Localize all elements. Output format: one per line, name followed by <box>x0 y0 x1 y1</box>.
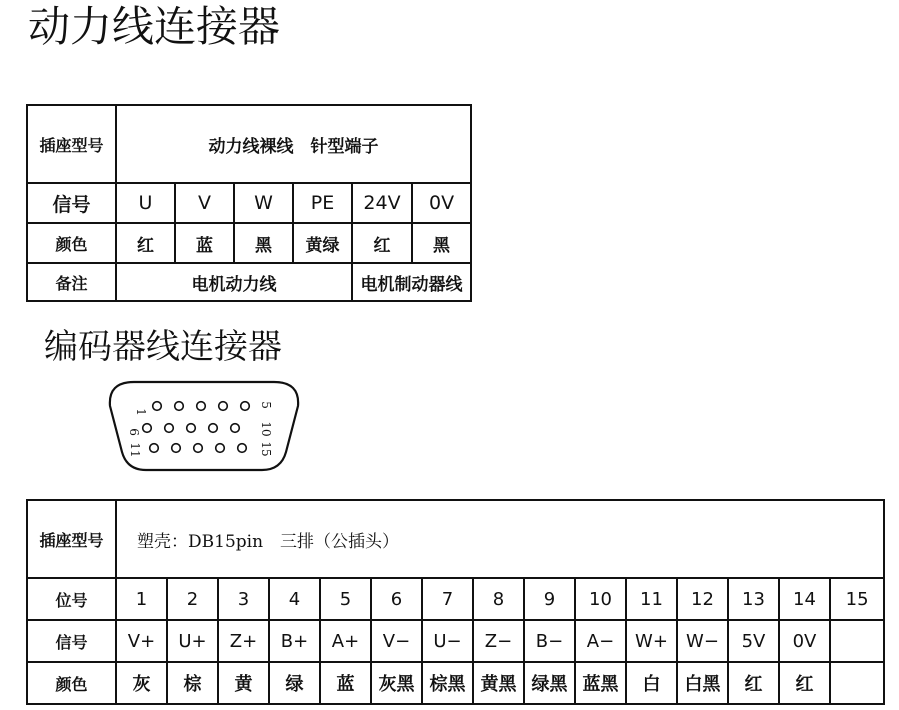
color-cell: 红 <box>779 662 830 704</box>
signal-cell: Z− <box>473 620 524 662</box>
table-row <box>27 620 884 662</box>
color-cell: 红 <box>116 223 175 263</box>
color-cell: 白 <box>626 662 677 704</box>
position-cell: 13 <box>728 578 779 620</box>
color-cell: 红 <box>352 223 412 263</box>
power-connector-table <box>26 104 472 302</box>
pin-5 <box>241 402 250 411</box>
table-row <box>27 662 884 704</box>
signal-cell <box>830 620 884 662</box>
encoder-connector-table <box>26 499 885 705</box>
signal-cell: W <box>234 183 293 223</box>
signal-cell: PE <box>293 183 352 223</box>
pin-7 <box>165 424 174 433</box>
pin-12 <box>172 444 181 453</box>
signal-cell: 5V <box>728 620 779 662</box>
table-row <box>27 500 884 578</box>
color-cell <box>830 662 884 704</box>
position-cell: 8 <box>473 578 524 620</box>
color-cell: 红 <box>728 662 779 704</box>
position-cell: 9 <box>524 578 575 620</box>
pin-label-11: 11 <box>128 442 142 458</box>
signal-cell: A− <box>575 620 626 662</box>
color-cell: 黄 <box>218 662 269 704</box>
signal-cell: B+ <box>269 620 320 662</box>
signal-cell: 0V <box>412 183 471 223</box>
color-cell: 棕 <box>167 662 218 704</box>
color-cell: 棕黑 <box>422 662 473 704</box>
model-value: 塑壳：DB15pin 三排（公插头） <box>116 500 884 578</box>
pin-10 <box>231 424 240 433</box>
position-cell: 1 <box>116 578 167 620</box>
color-cell: 黄黑 <box>473 662 524 704</box>
signal-cell: A+ <box>320 620 371 662</box>
color-cell: 绿 <box>269 662 320 704</box>
position-cell: 7 <box>422 578 473 620</box>
position-cell: 5 <box>320 578 371 620</box>
table-row <box>27 263 471 301</box>
pin-label-1: 1 <box>134 408 148 416</box>
color-label: 颜色 <box>27 662 116 704</box>
position-cell: 6 <box>371 578 422 620</box>
color-label: 颜色 <box>27 223 116 263</box>
color-cell: 蓝 <box>175 223 234 263</box>
position-cell: 12 <box>677 578 728 620</box>
signal-cell: 24V <box>352 183 412 223</box>
pin-label-10: 10 <box>259 421 273 437</box>
encoder-connector-title: 编码器线连接器 <box>44 327 282 367</box>
signal-cell: V <box>175 183 234 223</box>
signal-cell: U− <box>422 620 473 662</box>
position-cell: 10 <box>575 578 626 620</box>
color-cell: 蓝 <box>320 662 371 704</box>
signal-label: 信号 <box>27 620 116 662</box>
signal-cell: V+ <box>116 620 167 662</box>
pin-3 <box>197 402 206 411</box>
table-row <box>27 105 471 183</box>
color-cell: 黄绿 <box>293 223 352 263</box>
position-cell: 4 <box>269 578 320 620</box>
color-cell: 灰 <box>116 662 167 704</box>
pin-label-5: 5 <box>259 401 273 409</box>
signal-label: 信号 <box>27 183 116 223</box>
table-row <box>27 183 471 223</box>
signal-cell: U+ <box>167 620 218 662</box>
color-cell: 蓝黑 <box>575 662 626 704</box>
pin-14 <box>216 444 225 453</box>
signal-cell: U <box>116 183 175 223</box>
model-value: 动力线裸线 针型端子 <box>116 105 471 183</box>
signal-cell: 0V <box>779 620 830 662</box>
signal-cell: Z+ <box>218 620 269 662</box>
note-cell: 电机制动器线 <box>352 263 471 301</box>
signal-cell: B− <box>524 620 575 662</box>
pin-9 <box>209 424 218 433</box>
signal-cell: W+ <box>626 620 677 662</box>
power-connector-title: 动力线连接器 <box>28 2 281 51</box>
table-row <box>27 578 884 620</box>
signal-cell: W− <box>677 620 728 662</box>
color-cell: 灰黑 <box>371 662 422 704</box>
pin-label-6: 6 <box>127 428 141 436</box>
position-cell: 15 <box>830 578 884 620</box>
note-cell: 电机动力线 <box>116 263 352 301</box>
note-label: 备注 <box>27 263 116 301</box>
pin-6 <box>143 424 152 433</box>
model-label: 插座型号 <box>27 500 116 578</box>
color-cell: 黑 <box>234 223 293 263</box>
position-cell: 14 <box>779 578 830 620</box>
color-cell: 绿黑 <box>524 662 575 704</box>
table-row <box>27 223 471 263</box>
color-cell: 白黑 <box>677 662 728 704</box>
position-cell: 2 <box>167 578 218 620</box>
pin-label-15: 15 <box>259 441 273 457</box>
position-label: 位号 <box>27 578 116 620</box>
pin-13 <box>194 444 203 453</box>
pin-4 <box>219 402 228 411</box>
db15-pins <box>143 402 250 453</box>
color-cell: 黑 <box>412 223 471 263</box>
db15-connector-diagram <box>104 378 304 474</box>
pin-2 <box>175 402 184 411</box>
signal-cell: V− <box>371 620 422 662</box>
model-label: 插座型号 <box>27 105 116 183</box>
position-cell: 11 <box>626 578 677 620</box>
pin-11 <box>150 444 159 453</box>
pin-1 <box>153 402 162 411</box>
position-cell: 3 <box>218 578 269 620</box>
pin-15 <box>238 444 247 453</box>
pin-8 <box>187 424 196 433</box>
